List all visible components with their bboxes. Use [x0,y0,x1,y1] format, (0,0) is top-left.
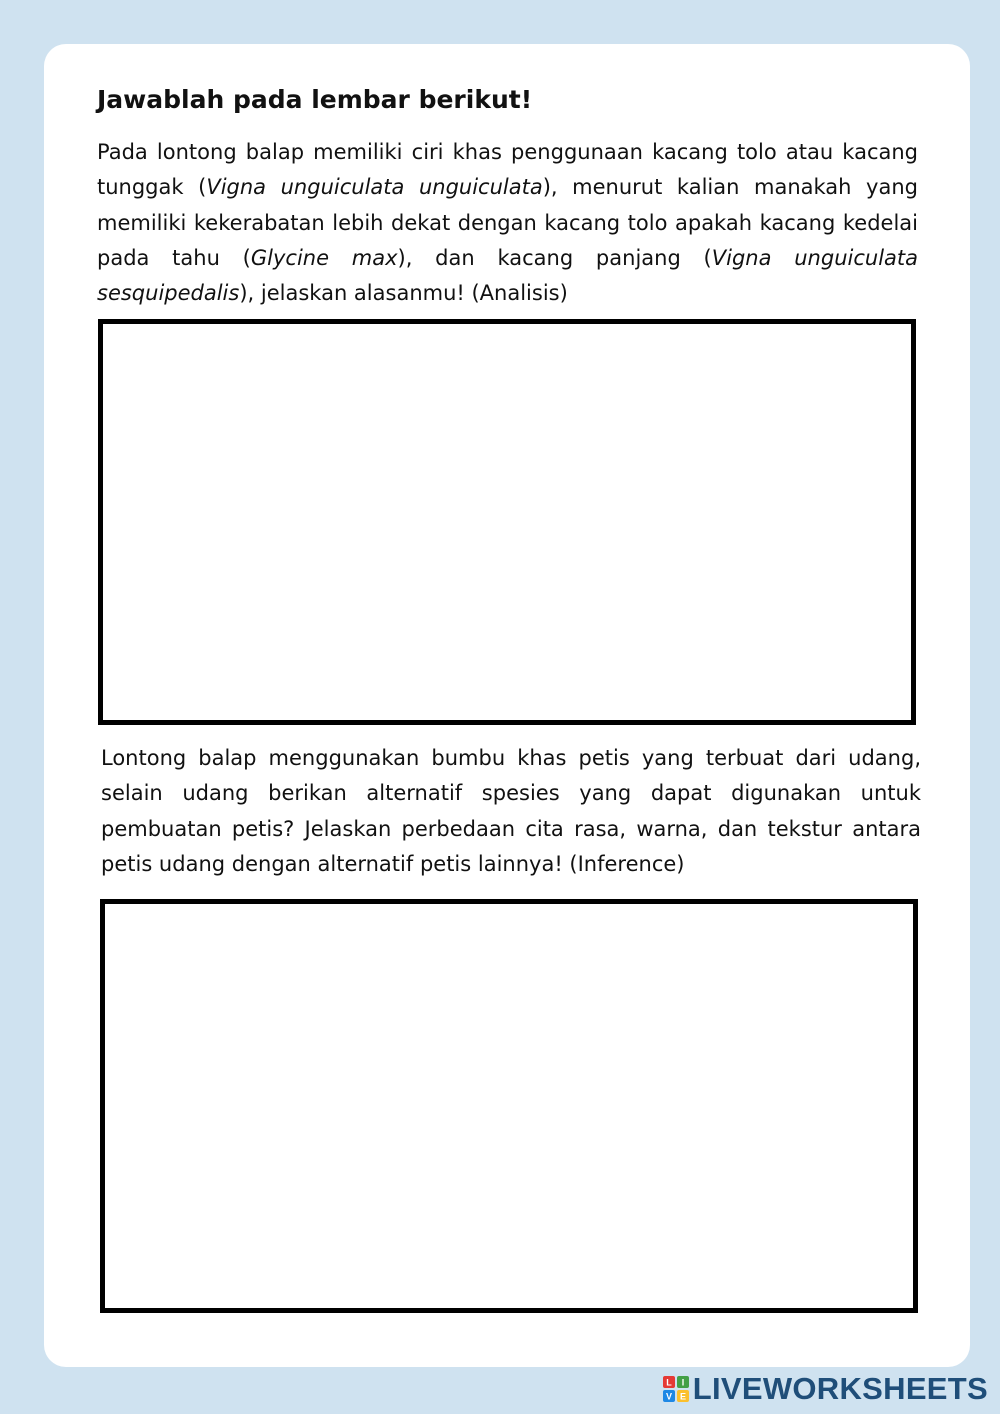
liveworksheets-logo [663,1372,988,1406]
question-1-part-3: ), dan kacang panjang ( [397,245,712,270]
logo-letter-v: V [665,1391,672,1402]
logo-letter-i: I [681,1377,684,1388]
species-vigna-unguiculata-unguiculata: Vigna unguiculata unguiculata [206,175,543,200]
worksheet-heading: Jawablah pada lembar berikut! [97,85,533,114]
species-vigna-unguiculata-sesquipedalis: Vigna unguiculata sesquipedalis [97,245,918,306]
species-glycine-max: Glycine max [250,245,398,270]
question-1-text [97,135,918,311]
question-1-part-1: Pada lontong balap memiliki ciri khas penggunaan kacang tolo atau kacang tunggak ( [97,140,918,200]
answer-box-1[interactable] [98,319,916,725]
logo-letter-e: E [679,1391,686,1402]
liveworksheets-logo-icon [663,1376,689,1402]
question-1-part-2: ), menurut kalian manakah yang memiliki kekerabatan lebih dekat dengan kacang tolo apakah kacang kedelai pada tahu ( [97,175,918,270]
answer-box-2[interactable] [100,899,918,1313]
question-1-part-4: ), jelaskan alasanmu! (Analisis) [239,281,568,306]
logo-letter-l: L [665,1377,672,1388]
question-2-text: Lontong balap menggunakan bumbu khas petis yang terbuat dari udang, selain udang berikan alternatif spesies yang dapat digunakan untuk pembuatan petis? Jelaskan perbedaan cita rasa, warna, dan tekstur antara petis udang dengan alternatif petis lainnya! (Inference) [101,746,921,876]
liveworksheets-brand-text: LIVEWORKSHEETS [692,1371,988,1406]
